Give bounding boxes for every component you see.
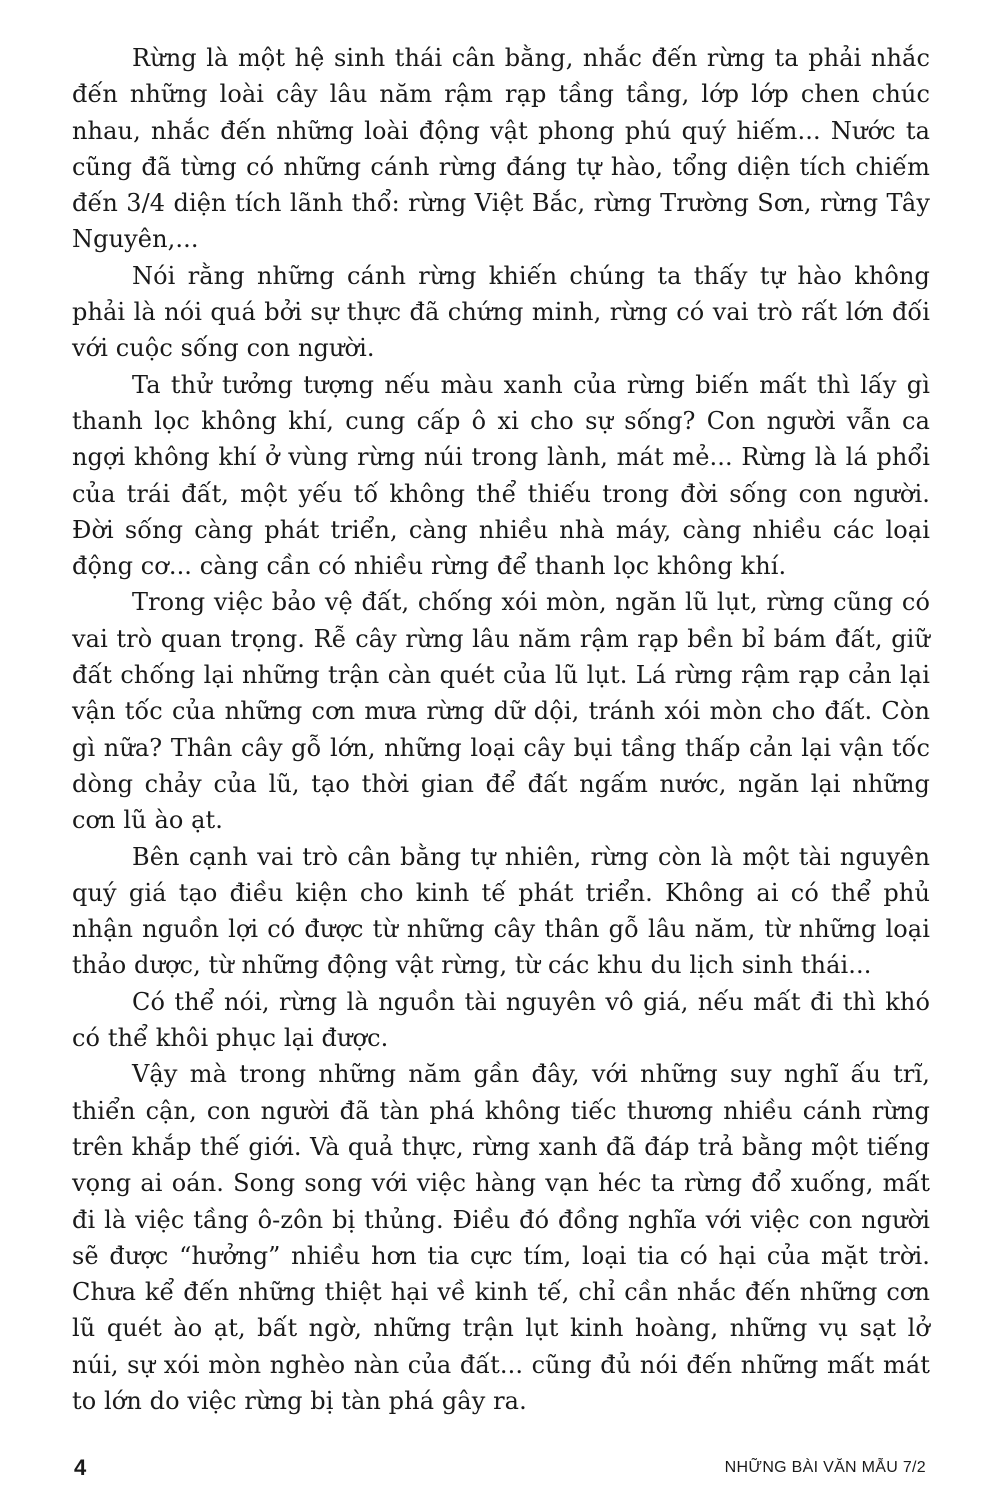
essay-body (72, 40, 930, 1419)
paragraph-pride: Nói rằng những cánh rừng khiến chúng ta thấy tự hào không phải là nói quá bởi sự thực đã chứng minh, rừng có vai trò rất lớn đối với cuộc sống con người. (72, 261, 930, 363)
paragraph-soil-protection: Trong việc bảo vệ đất, chống xói mòn, ngăn lũ lụt, rừng cũng có vai trò quan trọng. Rễ cây rừng lâu năm rậm rạp bền bỉ bám đất, giữ đất chống lại những trận càn quét của lũ lụt. Lá rừng rậm rạp cản lại vận tốc của những cơn mưa rừng dữ dội, tránh xói mòn cho đất. Còn gì nữa? Thân cây gỗ lớn, những loại cây bụi tầng thấp cản lại vận tốc dòng chảy của lũ, tạo thời gian để đất ngấm nước, ngăn lại những cơn lũ ào ạt. (72, 588, 930, 835)
paragraph-air-purification: Ta thử tưởng tượng nếu màu xanh của rừng biến mất thì lấy gì thanh lọc không khí, cung cấp ô xi cho sự sống? Con người vẫn ca ngợi không khí ở vùng rừng núi trong lành, mát mẻ... Rừng là lá phổi của trái đất, một yếu tố không thể thiếu trong đời sống con người. Đời sống càng phát triển, càng nhiều nhà máy, càng nhiều các loại động cơ... càng cần có nhiều rừng để thanh lọc không khí. (72, 370, 930, 581)
paragraph-destruction: Vậy mà trong những năm gần đây, với những suy nghĩ ấu trĩ, thiển cận, con người đã tàn phá không tiếc thương nhiều cánh rừng trên khắp thế giới. Và quả thực, rừng xanh đã đáp trả bằng một tiếng vọng ai oán. Song song với việc hàng vạn héc ta rừng đổ xuống, mất đi là việc tầng ô-zôn bị thủng. Điều đó đồng nghĩa với việc con người sẽ được “hưởng” nhiều hơn tia cực tím, loại tia có hại của mặt trời. Chưa kể đến những thiệt hại về kinh tế, chỉ cần nhắc đến những cơn lũ quét ào ạt, bất ngờ, những trận lụt kinh hoàng, những vụ sạt lở núi, sự xói mòn nghèo nàn của đất... cũng đủ nói đến những mất mát to lớn do việc rừng bị tàn phá gây ra. (72, 1060, 930, 1415)
page-number: 4 (74, 1455, 87, 1480)
paragraph-economic-value: Bên cạnh vai trò cân bằng tự nhiên, rừng còn là một tài nguyên quý giá tạo điều kiện cho kinh tế phát triển. Không ai có thể phủ nhận nguồn lợi có được từ những cây thân gỗ lâu năm, từ những loại thảo dược, từ những động vật rừng, từ các khu du lịch sinh thái... (72, 842, 930, 980)
paragraph-forest-ecosystem: Rừng là một hệ sinh thái cân bằng, nhắc đến rừng ta phải nhắc đến những loài cây lâu năm rậm rạp tầng tầng, lớp lớp chen chúc nhau, nhắc đến những loài động vật phong phú quý hiếm... Nước ta cũng đã từng có những cánh rừng đáng tự hào, tổng diện tích chiếm đến 3/4 diện tích lãnh thổ: rừng Việt Bắc, rừng Trường Sơn, rừng Tây Nguyên,... (72, 44, 930, 254)
book-title-footer: NHỮNG BÀI VĂN MẪU 7/2 (724, 1459, 926, 1476)
paragraph-priceless-resource: Có thể nói, rừng là nguồn tài nguyên vô giá, nếu mất đi thì khó có thể khôi phục lại được. (72, 987, 930, 1053)
